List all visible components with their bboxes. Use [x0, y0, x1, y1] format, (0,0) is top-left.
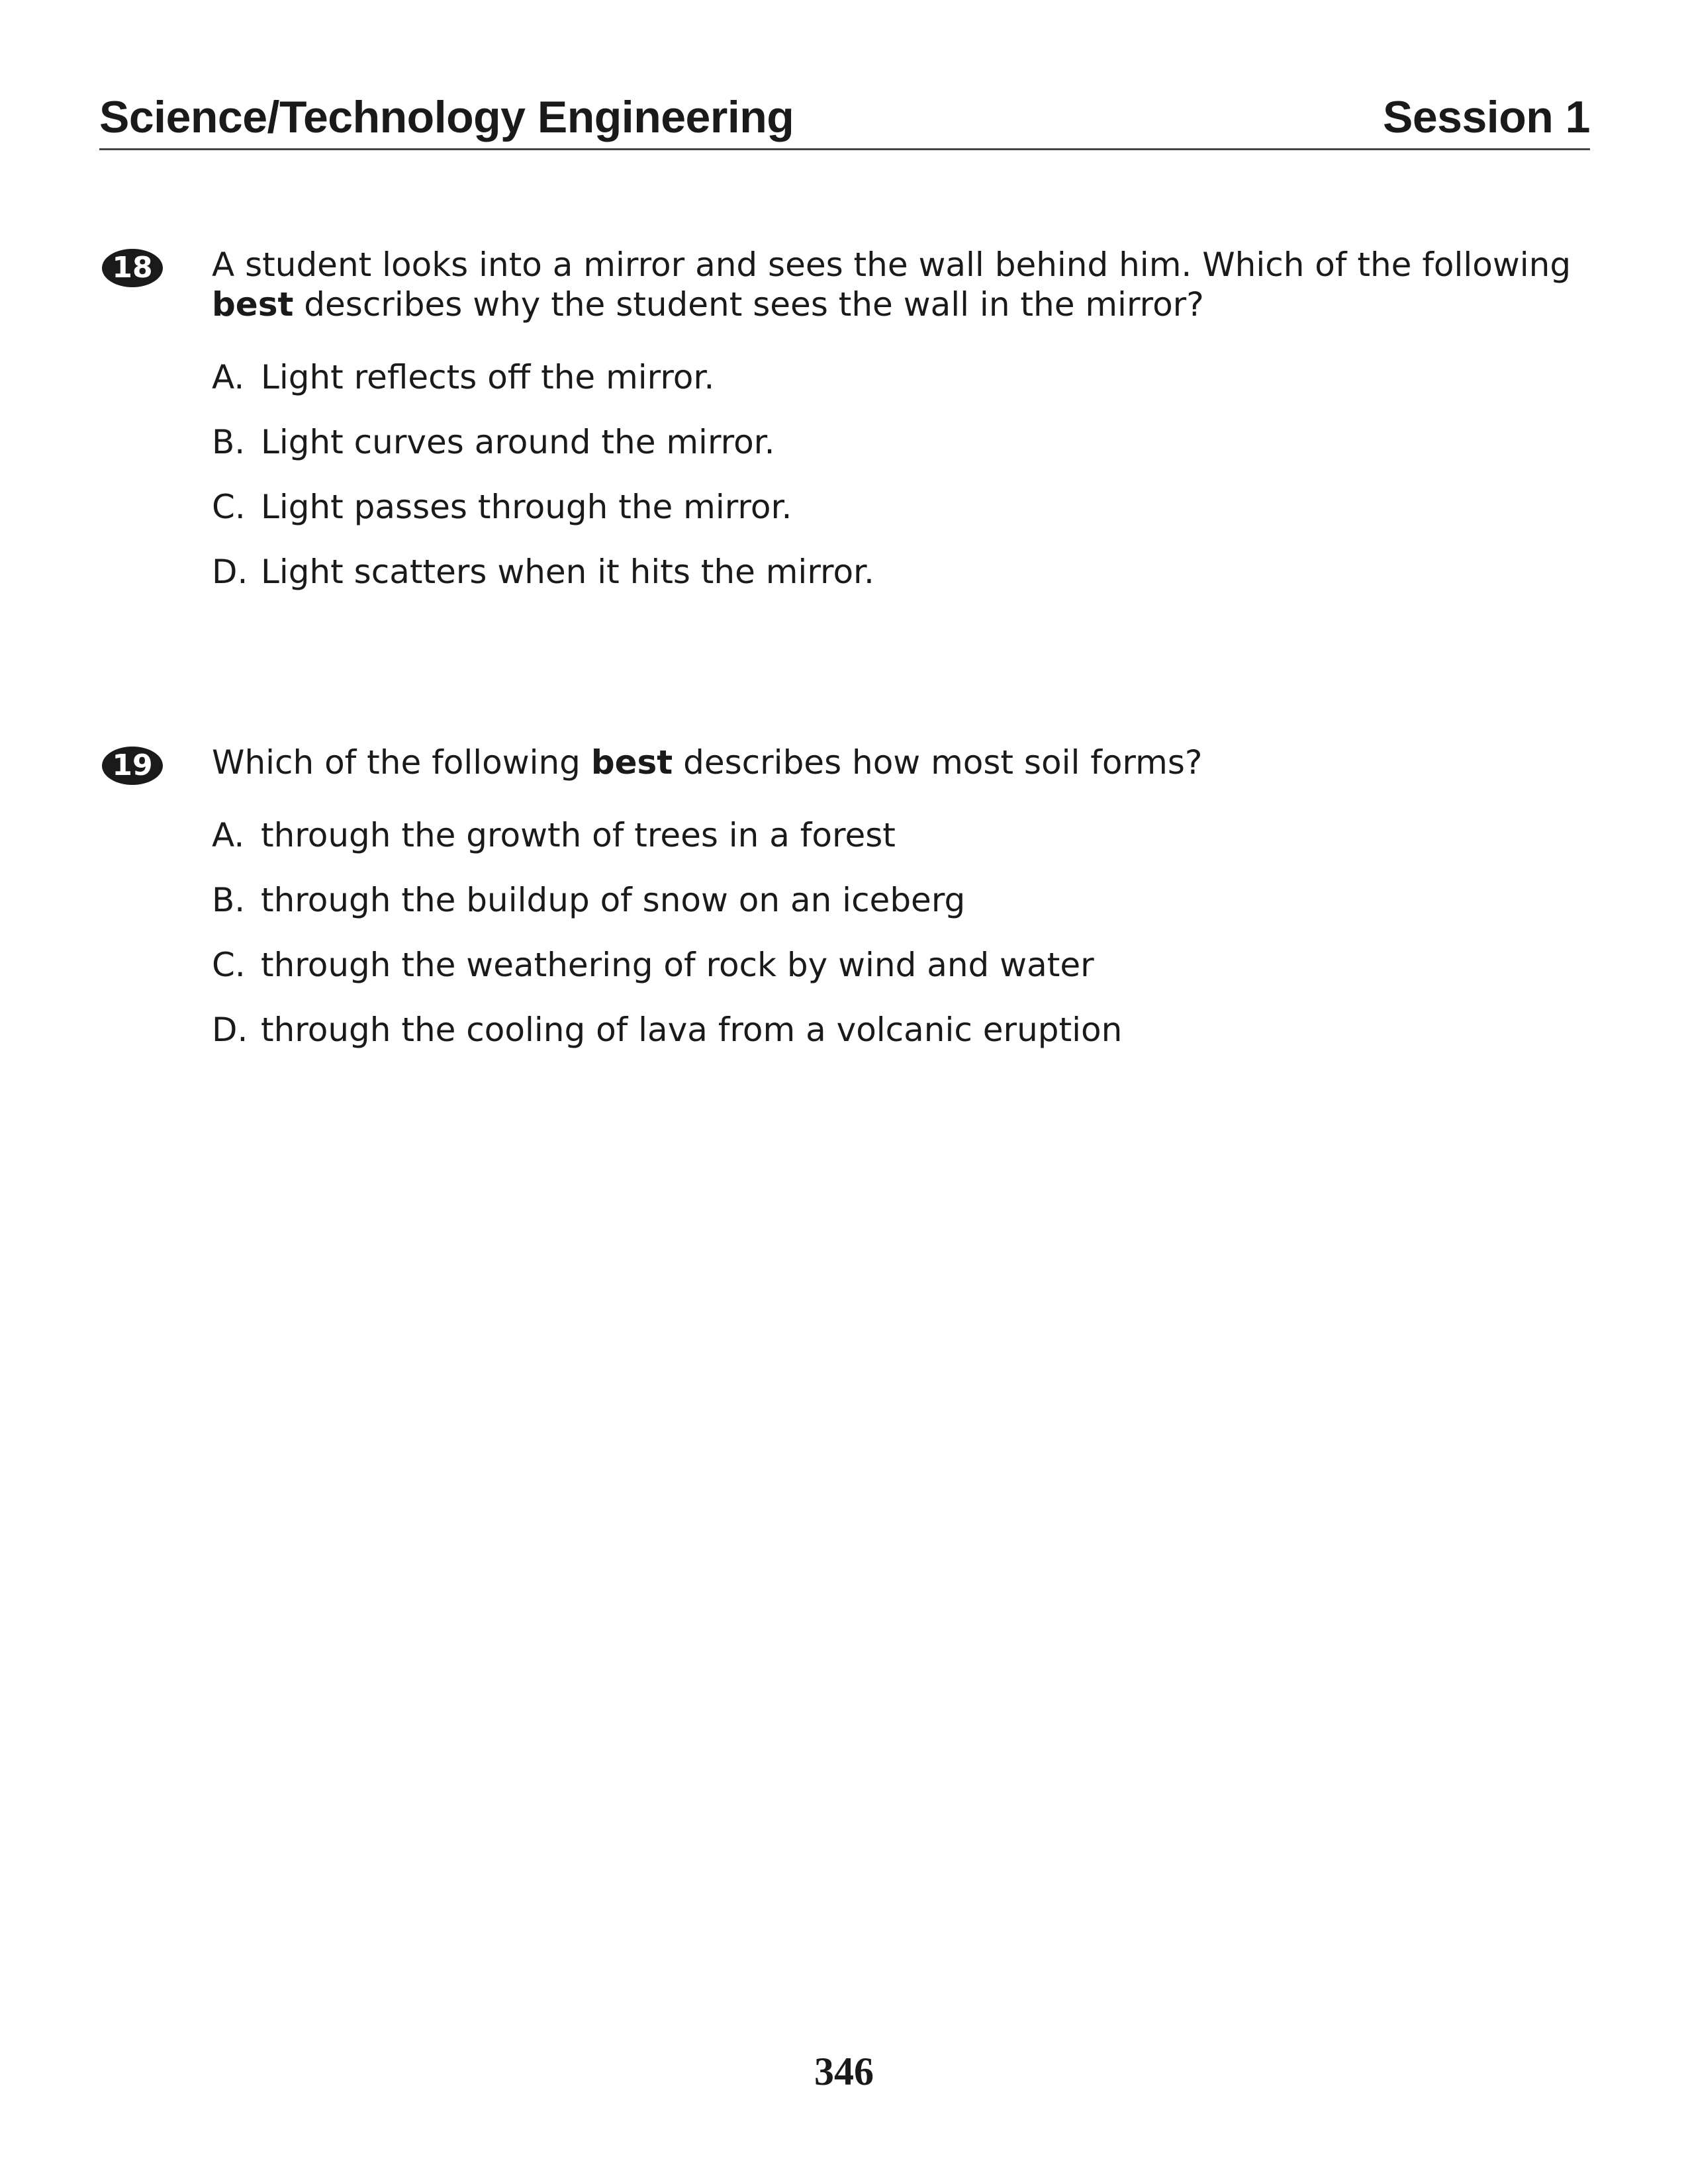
choice-text: through the cooling of lava from a volcanic eruption	[261, 1011, 1123, 1049]
answer-choices	[212, 357, 874, 617]
subject-title: Science/Technology Engineering	[99, 92, 794, 142]
stem-text: A student looks into a mirror and sees the wall behind him. Which of the following	[212, 246, 1571, 284]
choice-letter: B.	[212, 881, 246, 919]
answer-choice-b[interactable]	[212, 880, 1122, 945]
question-stem	[212, 245, 1590, 324]
stem-emphasis: best	[590, 743, 673, 782]
page-header	[99, 86, 1590, 150]
choice-text: Light curves around the mirror.	[261, 423, 775, 461]
answer-choice-c[interactable]	[212, 487, 874, 552]
answer-choice-c[interactable]	[212, 945, 1122, 1010]
answer-choice-a[interactable]	[212, 357, 874, 422]
answer-choice-a[interactable]	[212, 815, 1122, 880]
choice-text: Light scatters when it hits the mirror.	[261, 553, 874, 591]
answer-choice-b[interactable]	[212, 422, 874, 487]
choice-letter: B.	[212, 423, 246, 461]
answer-choice-d[interactable]	[212, 1010, 1122, 1075]
answer-choices	[212, 815, 1122, 1075]
stem-text: Which of the following	[212, 743, 591, 782]
choice-letter: C.	[212, 488, 246, 526]
question-number-badge: 18	[102, 249, 163, 287]
choice-text: through the buildup of snow on an iceberg	[261, 881, 966, 919]
choice-text: through the growth of trees in a forest	[261, 816, 896, 854]
choice-letter: C.	[212, 946, 246, 984]
choice-letter: A.	[212, 816, 245, 854]
stem-text: describes how most soil forms?	[673, 743, 1203, 782]
page-number: 346	[814, 2050, 874, 2093]
choice-text: through the weathering of rock by wind and water	[261, 946, 1094, 984]
session-label: Session 1	[1383, 92, 1590, 142]
choice-letter: D.	[212, 553, 248, 591]
choice-text: Light passes through the mirror.	[261, 488, 792, 526]
stem-emphasis: best	[212, 285, 294, 324]
question-number-badge: 19	[102, 747, 163, 785]
choice-text: Light reflects off the mirror.	[261, 358, 715, 396]
answer-choice-d[interactable]	[212, 552, 874, 617]
choice-letter: A.	[212, 358, 245, 396]
choice-letter: D.	[212, 1011, 248, 1049]
stem-text: describes why the student sees the wall in the mirror?	[293, 285, 1204, 324]
question-stem	[212, 743, 1590, 782]
